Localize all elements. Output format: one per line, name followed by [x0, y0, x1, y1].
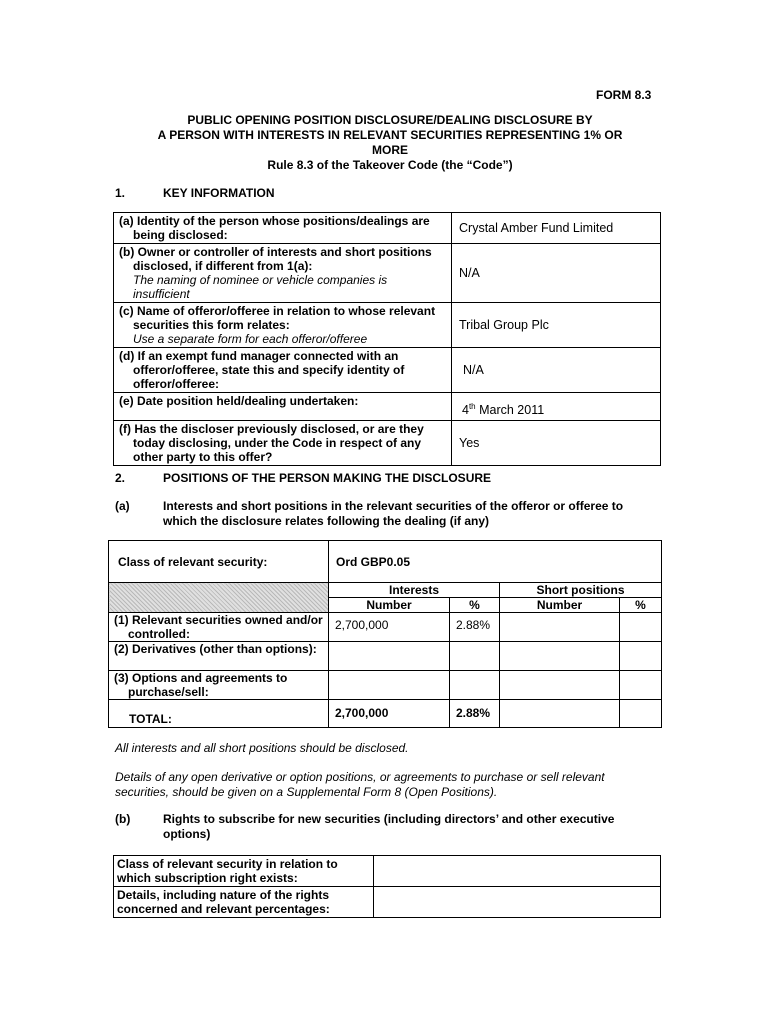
short-percent-header: % [620, 598, 662, 613]
key-label-d: (d) If an exempt fund manager connected with an offeror/offeree, state this and specify identity of offeror/offeree: [114, 348, 452, 393]
key-note-c: Use a separate form for each offeror/offeree [133, 332, 368, 346]
row-2-interest-percent [450, 642, 500, 671]
positions-total-row [109, 700, 662, 728]
row-1-short-percent [620, 613, 662, 642]
disclosure-note-1: All interests and all short positions should be disclosed. [115, 741, 409, 755]
class-value: Ord GBP0.05 [329, 541, 662, 583]
row-1-interest-percent: 2.88% [450, 613, 500, 642]
key-row-e [114, 393, 661, 421]
rights-row-1 [114, 856, 661, 887]
rights-row-2 [114, 887, 661, 918]
row-3-label: (3) Options and agreements to purchase/sell: [109, 671, 329, 700]
positions-subheader-1 [109, 583, 662, 598]
form-number: FORM 8.3 [596, 88, 652, 102]
positions-row-2 [109, 642, 662, 671]
rights-value-1 [374, 856, 661, 887]
key-row-b [114, 244, 661, 303]
key-label-f: (f) Has the discloser previously disclosed, or are they today disclosing, under the Code in respect of any other party to this offer? [114, 421, 452, 466]
total-short-number [500, 700, 620, 728]
key-value-b: N/A [452, 244, 661, 303]
key-label-b: (b) Owner or controller of interests and short positions disclosed, if different from 1(a): The naming of nominee or vehicle companies is insufficient [114, 244, 452, 303]
key-information-table [113, 212, 661, 466]
title-line-2: A PERSON WITH INTERESTS IN RELEVANT SECURITIES REPRESENTING 1% OR [157, 128, 623, 142]
interests-number-header: Number [329, 598, 450, 613]
title-line-4: Rule 8.3 of the Takeover Code (the “Code”) [267, 158, 513, 172]
title-line-3: MORE [372, 143, 408, 157]
interests-header: Interests [329, 583, 500, 598]
subsection-b-label: (b) [115, 812, 131, 826]
key-value-f: Yes [452, 421, 661, 466]
subsection-b-text: Rights to subscribe for new securities (including directors’ and other executive options) [163, 812, 615, 841]
row-2-label: (2) Derivatives (other than options): [109, 642, 329, 671]
total-interest-number: 2,700,000 [329, 700, 450, 728]
positions-table [108, 540, 662, 728]
key-value-e: 4th March 2011 [452, 393, 661, 421]
key-label-a: (a) Identity of the person whose positions/dealings are being disclosed: [114, 213, 452, 244]
positions-row-1 [109, 613, 662, 642]
subsection-a-label: (a) [115, 499, 130, 513]
subscription-rights-table [113, 855, 661, 918]
document-title [110, 113, 670, 173]
key-label-c: (c) Name of offeror/offeree in relation to whose relevant securities this form relates: Use a separate form for each offeror/offeree [114, 303, 452, 348]
row-1-label: (1) Relevant securities owned and/or controlled: [109, 613, 329, 642]
total-interest-percent: 2.88% [450, 700, 500, 728]
key-label-e: (e) Date position held/dealing undertaken: [114, 393, 452, 421]
row-2-short-number [500, 642, 620, 671]
section-1-number: 1. [115, 186, 126, 200]
row-1-interest-number: 2,700,000 [329, 613, 450, 642]
row-3-interest-percent [450, 671, 500, 700]
title-line-1: PUBLIC OPENING POSITION DISCLOSURE/DEALING DISCLOSURE BY [187, 113, 593, 127]
short-positions-header: Short positions [500, 583, 662, 598]
section-2-number: 2. [115, 471, 126, 485]
shaded-header-cell [109, 583, 329, 613]
key-row-f [114, 421, 661, 466]
row-3-interest-number [329, 671, 450, 700]
rights-label-1: Class of relevant security in relation to which subscription right exists: [114, 856, 374, 887]
key-value-a: Crystal Amber Fund Limited [452, 213, 661, 244]
row-2-short-percent [620, 642, 662, 671]
key-row-a [114, 213, 661, 244]
key-row-d [114, 348, 661, 393]
row-1-short-number [500, 613, 620, 642]
rights-value-2 [374, 887, 661, 918]
section-2-heading: POSITIONS OF THE PERSON MAKING THE DISCLOSURE [163, 471, 492, 485]
subsection-a-text: Interests and short positions in the relevant securities of the offeror or offeree to which the disclosure relates following the dealing (if any) [163, 499, 624, 528]
positions-class-row [109, 541, 662, 583]
disclosure-note-2: Details of any open derivative or option positions, or agreements to purchase or sell relevant securities, should be given on a Supplemental Form 8 (Open Positions). [115, 770, 605, 799]
rights-label-2: Details, including nature of the rights concerned and relevant percentages: [114, 887, 374, 918]
section-1-heading: KEY INFORMATION [163, 186, 275, 200]
total-label: TOTAL: [109, 700, 329, 728]
row-3-short-percent [620, 671, 662, 700]
key-row-c [114, 303, 661, 348]
class-label: Class of relevant security: [109, 541, 329, 583]
short-number-header: Number [500, 598, 620, 613]
total-short-percent [620, 700, 662, 728]
positions-row-3 [109, 671, 662, 700]
row-3-short-number [500, 671, 620, 700]
key-value-d: N/A [452, 348, 661, 393]
key-value-c: Tribal Group Plc [452, 303, 661, 348]
interests-percent-header: % [450, 598, 500, 613]
row-2-interest-number [329, 642, 450, 671]
key-note-b: The naming of nominee or vehicle companies is insufficient [133, 273, 388, 301]
